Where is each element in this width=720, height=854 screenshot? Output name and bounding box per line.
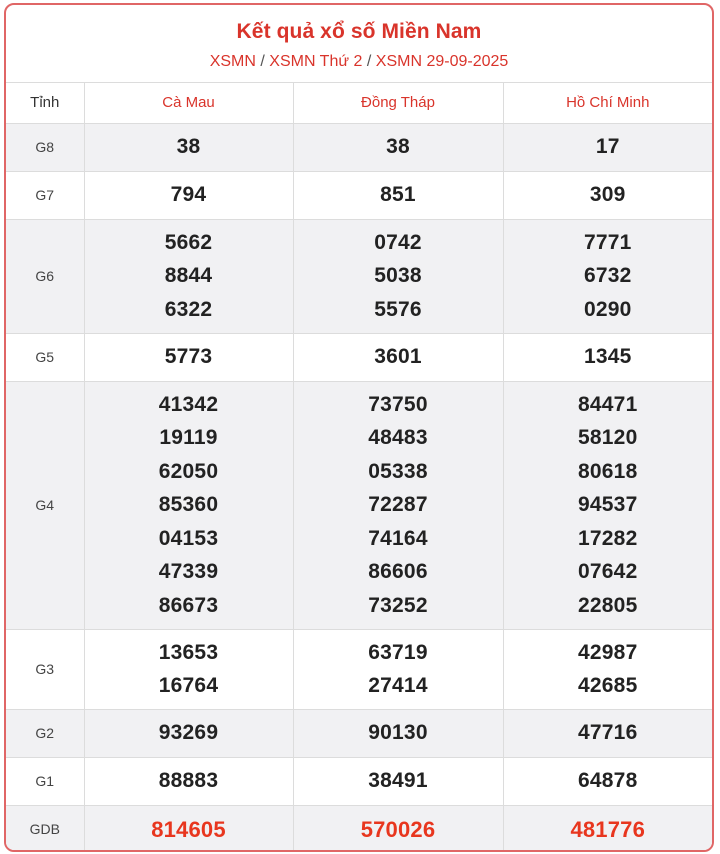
prize-number: 27414: [368, 674, 428, 697]
result-cell: [293, 709, 503, 757]
result-cell: [293, 171, 503, 219]
prize-number: 63719: [368, 640, 428, 664]
prize-row-g2: [6, 709, 712, 757]
prize-number: 19119: [159, 426, 218, 450]
prize-row-g5: [6, 333, 712, 381]
result-cell: [503, 333, 712, 381]
prize-number: 851: [380, 183, 416, 207]
result-cell: [84, 381, 293, 629]
prize-number: 8844: [164, 264, 213, 288]
prize-number: 47716: [578, 721, 638, 745]
result-cell: [293, 333, 503, 381]
prize-number: 62050: [158, 459, 219, 483]
result-cell: [293, 629, 503, 709]
prize-number: 47339: [158, 560, 219, 584]
breadcrumb-link-weekday[interactable]: XSMN Thứ 2: [269, 53, 363, 70]
breadcrumb-separator: /: [366, 53, 372, 70]
prize-label: G1: [6, 757, 84, 805]
prize-label: GDB: [6, 805, 84, 852]
prize-number: 17: [595, 135, 620, 159]
prize-number: 84471: [578, 392, 638, 416]
prize-label: G2: [6, 709, 84, 757]
prize-number: 05338: [368, 459, 428, 483]
result-cell: [293, 123, 503, 171]
prize-number: 5662: [164, 230, 213, 254]
prize-number: 38: [386, 135, 410, 159]
result-cell: [293, 381, 503, 629]
breadcrumb: [6, 53, 712, 71]
prize-number: 5038: [374, 264, 422, 288]
result-cell: [293, 219, 503, 333]
prize-label: G5: [6, 333, 84, 381]
prize-label: G6: [6, 219, 84, 333]
result-cell: [503, 709, 712, 757]
prize-number: 42987: [578, 640, 638, 664]
prize-number: 5773: [164, 345, 213, 369]
result-cell: [503, 123, 712, 171]
result-cell: [84, 333, 293, 381]
breadcrumb-separator: /: [260, 53, 265, 70]
prize-number: 6322: [164, 297, 213, 321]
prize-number: 1345: [583, 345, 632, 369]
prize-number: 64878: [578, 769, 638, 793]
prize-number: 13653: [158, 640, 219, 664]
result-cell: [84, 123, 293, 171]
prize-label: G4: [6, 381, 84, 629]
prize-number: 794: [170, 183, 207, 207]
prize-number: 0742: [374, 230, 422, 254]
result-cell: [503, 219, 712, 333]
result-cell: [503, 381, 712, 629]
result-cell: [503, 171, 712, 219]
results-table: [6, 83, 712, 852]
prize-number: 73750: [368, 392, 428, 416]
prize-number: 58120: [578, 426, 638, 450]
prize-label: G7: [6, 171, 84, 219]
prize-number: 3601: [374, 345, 422, 369]
prize-number: 86606: [368, 560, 428, 584]
prize-number: 74164: [368, 526, 428, 550]
prize-number: 07642: [578, 560, 638, 584]
result-cell: [84, 629, 293, 709]
page-title: Kết quả xổ số Miền Nam: [236, 20, 482, 43]
prize-row-g6: [6, 219, 712, 333]
prize-row-g7: [6, 171, 712, 219]
result-cell: [503, 757, 712, 805]
result-cell: [84, 805, 293, 852]
prize-number: 38: [176, 135, 201, 159]
result-cell: [503, 805, 712, 852]
results-card: [4, 3, 714, 852]
result-cell: [293, 757, 503, 805]
prize-row-g3: [6, 629, 712, 709]
province-header-ca-mau[interactable]: Cà Mau: [84, 83, 293, 123]
province-header-dong-thap[interactable]: Đồng Tháp: [293, 83, 503, 123]
special-prize-number: 481776: [570, 816, 646, 842]
column-header-province: Tỉnh: [30, 94, 60, 112]
prize-number: 94537: [578, 493, 638, 517]
table-header-row: [6, 83, 712, 123]
prize-number: 80618: [578, 459, 638, 483]
prize-row-g8: [6, 123, 712, 171]
prize-number: 93269: [158, 721, 219, 745]
prize-number: 85360: [158, 493, 219, 517]
prize-number: 17282: [578, 526, 638, 550]
prize-number: 5576: [374, 297, 422, 321]
result-cell: [84, 709, 293, 757]
breadcrumb-link-date[interactable]: XSMN 29-09-2025: [375, 53, 509, 70]
prize-number: 16764: [158, 674, 219, 697]
prize-number: 7771: [583, 230, 632, 254]
results-header: [6, 5, 712, 83]
prize-number: 90130: [368, 721, 428, 745]
prize-number: 42685: [578, 674, 638, 697]
prize-number: 48483: [368, 426, 428, 450]
breadcrumb-link-xsmn[interactable]: XSMN: [209, 53, 256, 70]
result-cell: [503, 629, 712, 709]
result-cell: [293, 805, 503, 852]
prize-row-g1: [6, 757, 712, 805]
result-cell: [84, 219, 293, 333]
prize-number: 72287: [368, 493, 428, 517]
prize-label: G3: [6, 629, 84, 709]
prize-number: 41342: [158, 392, 219, 416]
prize-label: G8: [6, 123, 84, 171]
prize-number: 38491: [368, 769, 428, 793]
special-prize-number: 814605: [151, 816, 226, 842]
prize-number: 73252: [368, 593, 428, 617]
province-header-ho-chi-minh[interactable]: Hồ Chí Minh: [503, 83, 712, 123]
prize-row-gdb: [6, 805, 712, 852]
prize-number: 04153: [158, 526, 219, 550]
prize-number: 22805: [578, 593, 638, 617]
special-prize-number: 570026: [360, 816, 436, 842]
prize-number: 309: [589, 183, 626, 207]
result-cell: [84, 757, 293, 805]
prize-number: 88883: [158, 769, 219, 793]
result-cell: [84, 171, 293, 219]
prize-number: 0290: [583, 297, 632, 321]
prize-number: 6732: [583, 264, 632, 288]
prize-number: 86673: [158, 593, 219, 617]
prize-row-g4: [6, 381, 712, 629]
